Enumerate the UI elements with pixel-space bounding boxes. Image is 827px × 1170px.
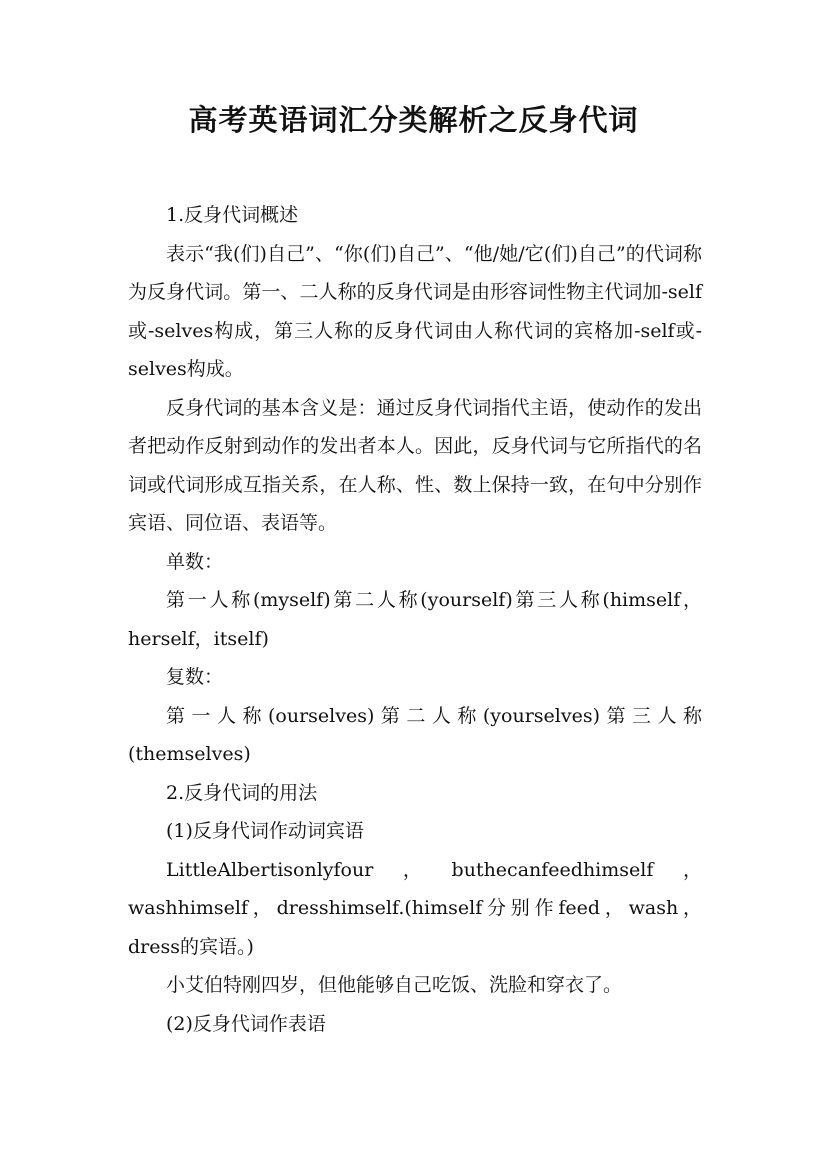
example-english-sentence: LittleAlbertisonlyfour，buthecanfeedhimself，washhimself，dresshimself.(himself分别作feed，wash，dress的宾语。) <box>128 858 702 958</box>
section-heading-usage: 2.反身代词的用法 <box>166 781 318 804</box>
label-plural: 复数： <box>166 666 224 688</box>
document-body <box>128 196 702 1043</box>
section-heading-overview: 1.反身代词概述 <box>166 204 299 226</box>
paragraph-plural-forms: 第一人称(ourselves)第二人称(yourselves)第三人称(themselves) <box>128 704 702 765</box>
subheading-as-predicative: (2)反身代词作表语 <box>166 1012 326 1035</box>
subheading-as-object: (1)反身代词作动词宾语 <box>166 820 364 842</box>
paragraph-singular-forms: 第一人称(myself)第二人称(yourself)第三人称(himself，herself，itself) <box>128 589 702 650</box>
example-chinese-translation: 小艾伯特刚四岁，但他能够自己吃饭、洗脸和穿衣了。 <box>166 974 623 996</box>
document-title: 高考英语词汇分类解析之反身代词 <box>188 103 639 137</box>
paragraph-basic-meaning: 反身代词的基本含义是：通过反身代词指代主语，使动作的发出者把动作反射到动作的发出者本人。因此，反身代词与它所指代的名词或代词形成互指关系，在人称、性、数上保持一致，在句中分别作宾语、同位语、表语等。 <box>128 396 702 534</box>
label-singular: 单数： <box>166 550 224 573</box>
paragraph-definition: 表示“我(们)自己”、“你(们)自己”、“他/她/它(们)自己”的代词称为反身代词。第一、二人称的反身代词是由形容词性物主代词加-self或-selves构成，第三人称的反身代词由人称代词的宾格加-self或-selves构成。 <box>128 242 702 380</box>
